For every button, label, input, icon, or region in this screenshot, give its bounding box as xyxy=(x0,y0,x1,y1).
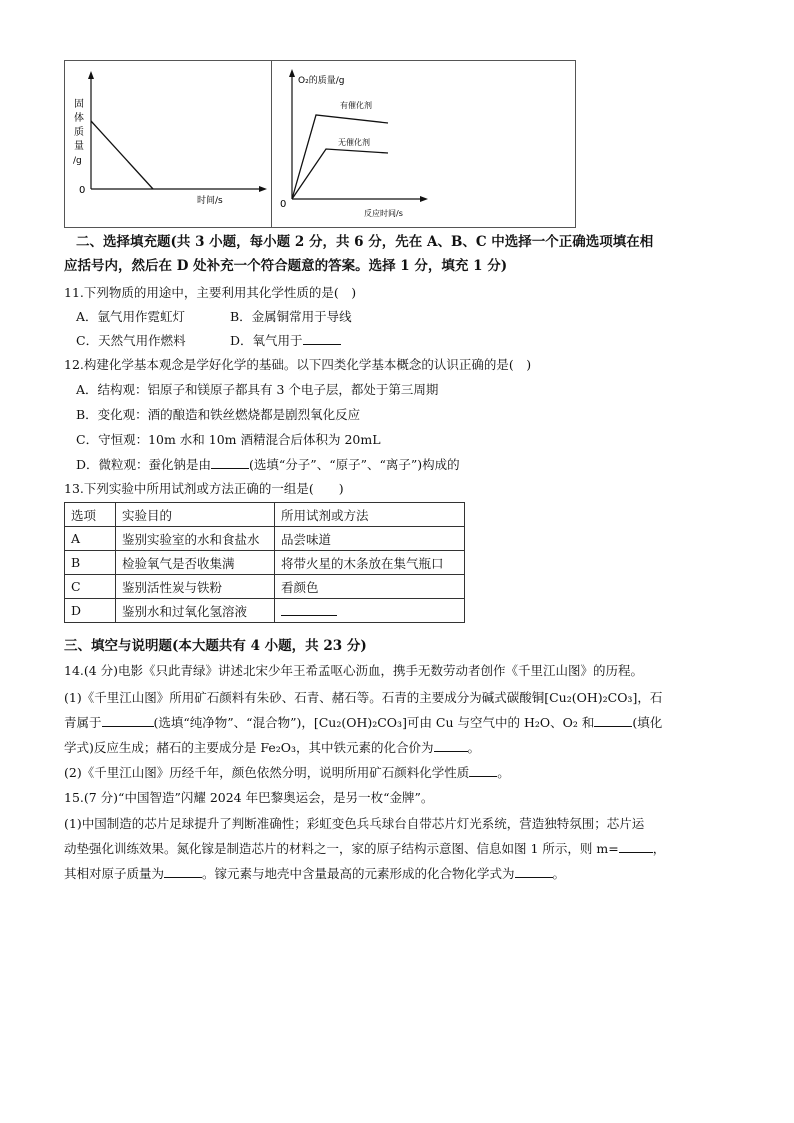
graph-solid-mass-svg xyxy=(65,61,271,227)
graph-oxygen-mass-svg xyxy=(272,61,575,227)
section3-heading: 三、填空与说明题(本大题共有 4 小题，共 23 分) xyxy=(64,638,367,654)
q14-part1-line2 xyxy=(64,714,662,732)
table-cell: 将带火星的木条放在集气瓶口 xyxy=(275,551,465,575)
table-cell: 检验氧气是否收集满 xyxy=(116,551,275,575)
q11-option-d xyxy=(230,332,341,350)
answer-blank[interactable] xyxy=(515,865,553,878)
curve-with-catalyst xyxy=(292,115,388,199)
answer-blank[interactable] xyxy=(281,603,337,616)
answer-blank[interactable] xyxy=(619,840,653,853)
q14-text: 学式)反应生成；赭石的主要成分是 Fe₂O₃，其中铁元素的化合价为 xyxy=(64,740,434,755)
q15-text: 。 xyxy=(552,866,566,881)
q13-options-table xyxy=(64,502,465,623)
label-with-catalyst: 有催化剂 xyxy=(340,101,372,110)
y-label-char: 质 xyxy=(74,127,84,138)
table-cell: B xyxy=(65,551,116,575)
graph-oxygen-mass xyxy=(271,60,576,228)
answer-blank[interactable] xyxy=(303,332,341,345)
q12-option-d-pre: D．微粒观：蚕化钠是由 xyxy=(76,457,212,472)
table-cell: 鉴别水和过氧化氢溶液 xyxy=(116,599,275,623)
table-cell: 品尝味道 xyxy=(275,527,465,551)
q15-stem: 15.(7 分)“中国智造”闪耀 2024 年巴黎奥运会，是另一枚“金牌”。 xyxy=(64,790,434,805)
q12-option-b: B．变化观：酒的酿造和铁丝燃烧都是剧烈氧化反应 xyxy=(76,407,361,422)
q15-text: 动垫强化训练效果。氮化镓是制造芯片的材料之一，家的原子结构示意图、信息如图 1 所示，则 m= xyxy=(64,841,619,856)
answer-blank[interactable] xyxy=(469,764,497,777)
section2-heading-line1: 二、选择填充题(共 3 小题，每小题 2 分，共 6 分，先在 A、B、C 中选择一个正确选项填在相 xyxy=(76,234,654,250)
answer-blank[interactable] xyxy=(594,714,632,727)
q12-stem: 12.构建化学基本观念是学好化学的基础。以下四类化学基本概念的认识正确的是( ) xyxy=(64,357,532,372)
q11-stem: 11.下列物质的用途中，主要利用其化学性质的是( ) xyxy=(64,285,357,300)
q12-option-c: C．守恒观：10m 水和 10m 酒精混合后体积为 20mL xyxy=(76,432,381,447)
q14-text: (2)《千里江山图》历经千年，颜色依然分明，说明所用矿石颜料化学性质 xyxy=(64,765,470,780)
x-axis-arrow xyxy=(259,186,267,192)
table-cell: D xyxy=(65,599,116,623)
table-cell: 鉴别活性炭与铁粉 xyxy=(116,575,275,599)
x-axis-label: 时间/s xyxy=(197,196,223,206)
answer-blank[interactable] xyxy=(434,739,468,752)
answer-blank[interactable] xyxy=(164,865,202,878)
q14-text: 青属于 xyxy=(64,715,102,730)
answer-blank[interactable] xyxy=(211,456,249,469)
answer-blank[interactable] xyxy=(102,714,154,727)
label-without-catalyst: 无催化剂 xyxy=(338,138,370,147)
q15-part1-line1: (1)中国制造的芯片足球提升了判断准确性；彩虹变色兵乓球台自带芯片灯光系统，营造独特氛围；芯片运 xyxy=(64,816,645,831)
q12-option-d-post: (选填“分子”、“原子”、“离子”)构成的 xyxy=(249,457,460,472)
y-axis-arrow xyxy=(289,69,295,77)
table-row xyxy=(65,551,465,575)
graph-solid-mass xyxy=(64,60,272,228)
q15-text: ， xyxy=(652,841,666,856)
table-header-cell: 选项 xyxy=(65,503,116,527)
origin-label: 0 xyxy=(79,185,86,196)
table-row xyxy=(65,575,465,599)
q14-stem: 14.(4 分)电影《只此青绿》讲述北宋少年王希孟呕心沥血，携手无数劳动者创作《千里江山图》的历程。 xyxy=(64,663,644,678)
x-axis-arrow xyxy=(420,196,428,202)
table-row xyxy=(65,527,465,551)
y-label-char: 量 xyxy=(74,141,84,152)
x-axis-label: 反应时间/s xyxy=(364,209,403,218)
y-label-char: 固 xyxy=(74,99,84,110)
table-row xyxy=(65,599,465,623)
y-axis-label: O₂的质量/g xyxy=(298,76,345,86)
q12-option-a: A．结构观：铝原子和镁原子都具有 3 个电子层，都处于第三周期 xyxy=(76,382,439,397)
table-cell xyxy=(275,599,465,623)
mass-line xyxy=(91,121,153,189)
y-label-char: 体 xyxy=(74,113,84,124)
q14-part1-line3 xyxy=(64,739,480,757)
q14-text: 。 xyxy=(467,740,481,755)
q11-option-c: C．天然气用作燃料 xyxy=(76,333,186,348)
q12-option-d xyxy=(76,456,460,474)
table-header-row xyxy=(65,503,465,527)
y-label-char: /g xyxy=(73,156,82,166)
table-header-cell: 实验目的 xyxy=(116,503,275,527)
q14-text: (选填“纯净物”、“混合物”)，[Cu₂(OH)₂CO₃]可由 Cu 与空气中的 H₂O、O₂ 和 xyxy=(153,715,595,730)
q15-text: 。镓元素与地壳中含量最高的元素形成的化合物化学式为 xyxy=(202,866,515,881)
q14-text: 。 xyxy=(497,765,510,780)
table-header-cell: 所用试剂或方法 xyxy=(275,503,465,527)
q15-part1-line2 xyxy=(64,840,665,858)
q14-part2 xyxy=(64,764,510,782)
q11-option-b: B．金属铜常用于导线 xyxy=(230,309,352,324)
origin-label: 0 xyxy=(280,199,287,210)
table-cell: A xyxy=(65,527,116,551)
q14-text: (填化 xyxy=(632,715,663,730)
y-axis-arrow xyxy=(88,71,94,79)
q11-option-d-text: D．氧气用于 xyxy=(230,333,303,348)
table-cell: 鉴别实验室的水和食盐水 xyxy=(116,527,275,551)
q15-part1-line3 xyxy=(64,865,565,883)
curve-without-catalyst xyxy=(292,149,388,199)
q11-option-a: A．氩气用作霓虹灯 xyxy=(76,309,186,324)
table-cell: 看颜色 xyxy=(275,575,465,599)
section2-heading-line2: 应括号内，然后在 D 处补充一个符合题意的答案。选择 1 分，填充 1 分) xyxy=(64,258,508,274)
q14-part1-line1: (1)《千里江山图》所用矿石颜料有朱砂、石青、赭石等。石青的主要成分为碱式碳酸铜[Cu₂(OH)₂CO₃]，石 xyxy=(64,690,663,705)
q15-text: 其相对原子质量为 xyxy=(64,866,165,881)
q13-stem: 13.下列实验中所用试剂或方法正确的一组是( ) xyxy=(64,481,344,496)
table-cell: C xyxy=(65,575,116,599)
